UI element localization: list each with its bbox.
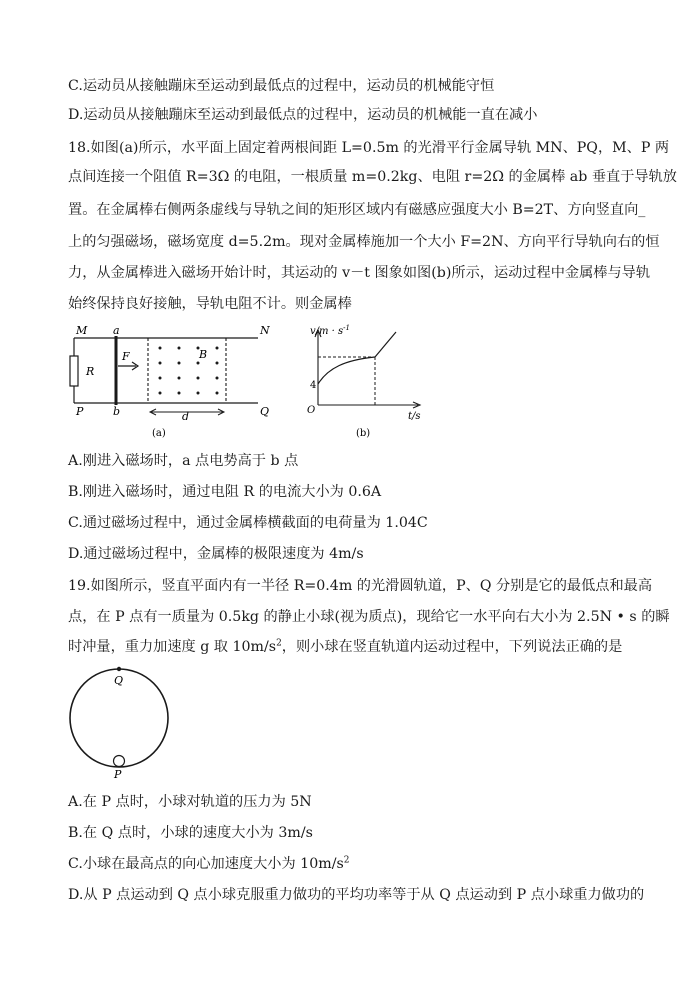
q19-stem-line-2: 点，在 P 点有一质量为 0.5kg 的静止小球(视为质点)，现给它一水平向右大小为 2.5N • s 的瞬: [68, 609, 670, 625]
label-n: N: [260, 324, 270, 337]
q19-option-d: D.从 P 点运动到 Q 点小球克服重力做功的平均功率等于从 Q 点运动到 P 点小球重力做功的: [68, 887, 645, 903]
q18-option-b: B.刚进入磁场时，通过电阻 R 的电流大小为 0.6A: [68, 484, 382, 500]
q18-stem-line-1: 18.如图(a)所示，水平面上固定着两根间距 L=0.5m 的光滑平行金属导轨 MN、PQ，M、P 两: [68, 140, 670, 156]
label-a: a: [113, 324, 120, 337]
q18-stem-line-3: 置。在金属棒右侧两条虚线与导轨之间的矩形区域内有磁感应强度大小 B=2T、方向竖直向_: [68, 202, 646, 218]
q17-option-c: C.运动员从接触蹦床至运动到最低点的过程中，运动员的机械能守恒: [68, 78, 495, 94]
q18-option-c: C.通过磁场过程中，通过金属棒横截面的电荷量为 1.04C: [68, 515, 428, 531]
origin-label: O: [307, 405, 316, 416]
q19-option-a: A.在 P 点时，小球对轨道的压力为 5N: [68, 794, 312, 810]
label-q: Q: [260, 405, 270, 418]
label-p-point: P: [114, 768, 122, 781]
q18-stem-line-4: 上的匀强磁场，磁场宽度 d=5.2m。现对金属棒施加一个大小 F=2N、方向平行导轨向右的恒: [68, 234, 660, 250]
label-b: b: [113, 405, 121, 418]
q18-option-a: A.刚进入磁场时，a 点电势高于 b 点: [68, 453, 299, 469]
label-d: d: [182, 410, 190, 423]
label-b-field: B: [199, 348, 208, 361]
figure-a-rails-diagram: [66, 320, 280, 442]
q18-stem-line-5: 力，从金属棒进入磁场开始计时，其运动的 v－t 图象如图(b)所示，运动过程中金属棒与导轨: [68, 265, 651, 281]
q17-option-d: D.运动员从接触蹦床至运动到最低点的过程中，运动员的机械能一直在减小: [68, 107, 538, 123]
y-tick-4: 4: [310, 380, 317, 391]
q18-option-d: D.通过磁场过程中，金属棒的极限速度为 4m/s: [68, 546, 364, 562]
q18-stem-line-2: 点间连接一个阻值 R=3Ω 的电阻，一根质量 m=0.2kg、电阻 r=2Ω 的金属棒 ab 垂直于导轨放: [68, 169, 677, 185]
magnetic-field-dots: [159, 347, 219, 395]
point-q-dot: [117, 667, 121, 671]
figure-b-vt-graph: [300, 320, 428, 442]
label-f: F: [122, 350, 130, 363]
label-q-point: Q: [114, 674, 124, 687]
q19-stem-line-3: 时冲量，重力加速度 g 取 $10m/s^2$，则小球在竖直轨道内运动过程中，下列说法正确的是: [68, 638, 623, 655]
caption-a: (a): [152, 428, 166, 439]
velocity-curve: [318, 357, 375, 384]
resistor-icon: [70, 356, 78, 386]
label-p: P: [76, 405, 84, 418]
q19-circular-track-figure: [62, 662, 178, 782]
q19-option-c: C.小球在最高点的向心加速度大小为 $10m/s^2$: [68, 855, 350, 872]
q19-stem-line-1: 19.如图所示，竖直平面内有一半径 R=0.4m 的光滑圆轨道，P、Q 分别是它的最低点和最高: [68, 578, 653, 594]
q18-stem-line-6: 始终保持良好接触，导轨电阻不计。则金属棒: [68, 296, 352, 312]
caption-b: (b): [356, 428, 371, 439]
x-axis-label: t/s: [408, 411, 421, 422]
velocity-line: [375, 332, 396, 357]
label-r: R: [86, 365, 95, 378]
q19-option-b: B.在 Q 点时，小球的速度大小为 3m/s: [68, 825, 313, 841]
label-m: M: [76, 324, 88, 337]
y-axis-label: $v/m \cdot s^{-1}$: [310, 324, 350, 337]
ball-icon: [114, 756, 125, 767]
